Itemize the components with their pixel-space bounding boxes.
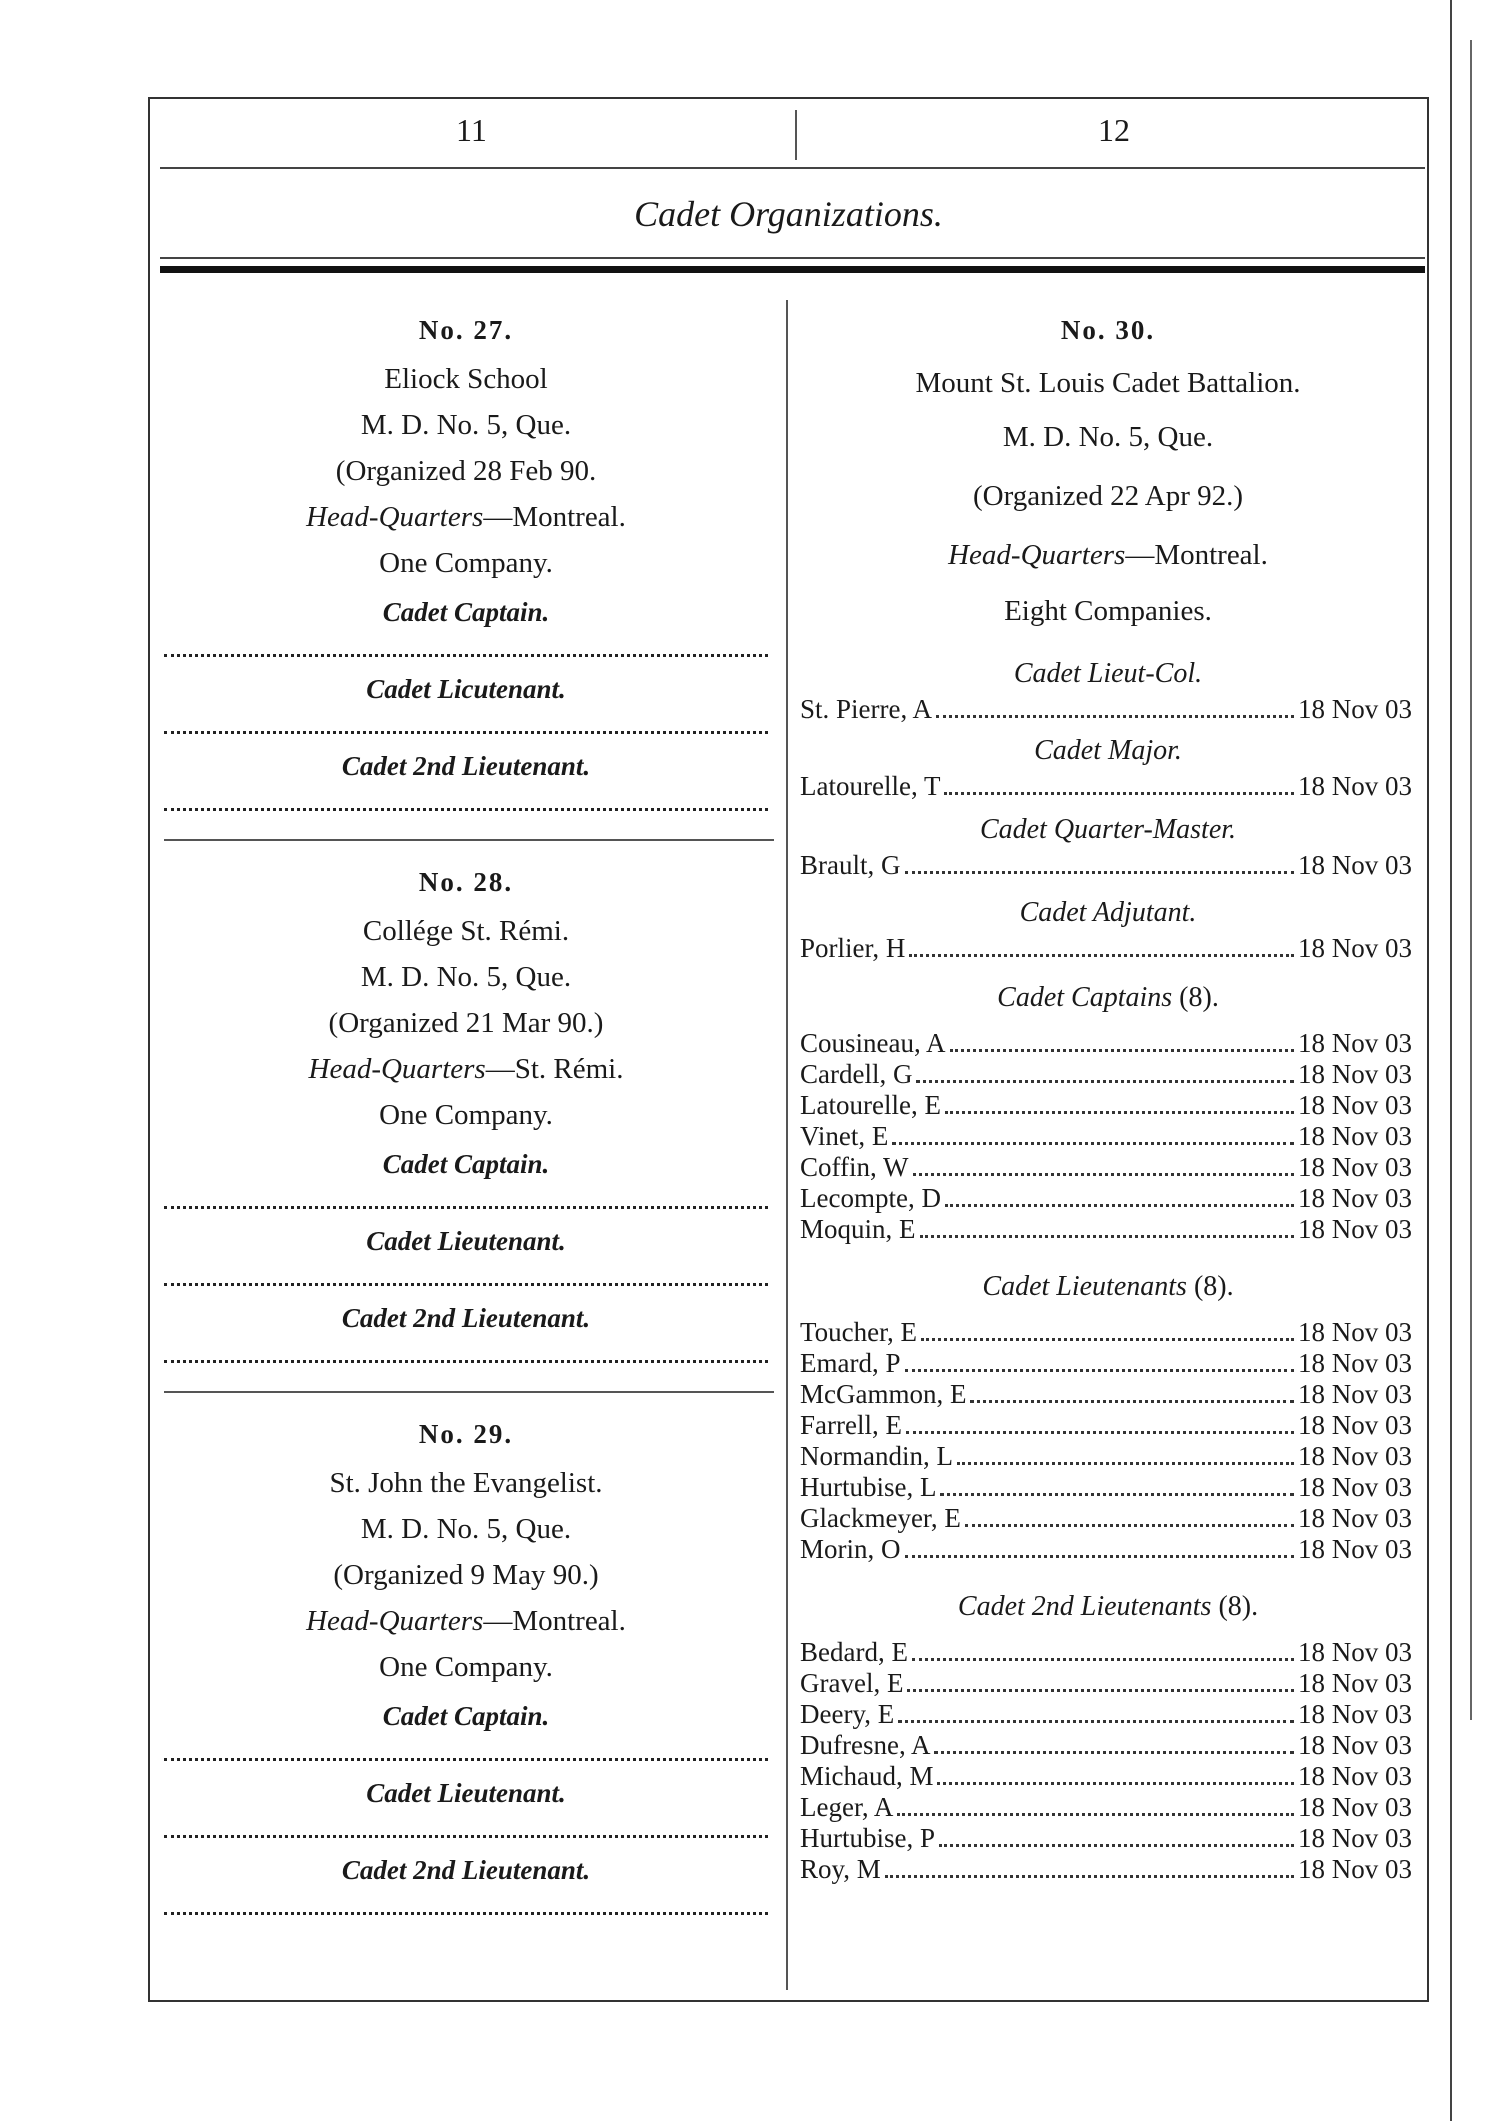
vacant-line xyxy=(164,790,768,811)
commission-date: 18 Nov 03 xyxy=(1298,850,1412,880)
officer-entry xyxy=(800,1028,1416,1059)
officer-entry xyxy=(800,1410,1416,1441)
commission-date: 18 Nov 03 xyxy=(1298,1441,1412,1471)
section-title: Cadet Organizations. xyxy=(634,194,943,234)
dot-leader xyxy=(957,1462,1294,1465)
captains-list xyxy=(800,1028,1416,1245)
lieutenants-list xyxy=(800,1317,1416,1565)
officer-name: Deery, E xyxy=(800,1699,895,1729)
dot-leader xyxy=(912,1658,1294,1661)
officer-name: Porlier, H xyxy=(800,933,906,963)
title-rule-thin xyxy=(160,257,1425,259)
dot-leader xyxy=(905,871,1295,874)
commission-date: 18 Nov 03 xyxy=(1298,1534,1412,1564)
commission-date: 18 Nov 03 xyxy=(1298,1668,1412,1698)
officer-entry xyxy=(800,1183,1416,1214)
title-rule-thick xyxy=(160,266,1425,273)
officer-entry xyxy=(800,1059,1416,1090)
rank-label: Cadet Captains xyxy=(997,982,1173,1013)
vacant-line xyxy=(164,713,768,734)
vacant-line xyxy=(164,1265,768,1286)
right-page-number: 12 xyxy=(1098,112,1130,148)
dot-leader xyxy=(905,1369,1295,1372)
unit-27 xyxy=(160,315,772,811)
rank-heading: Cadet 2nd Lieutenant. xyxy=(341,1303,591,1333)
officer-name: Latourelle, E xyxy=(800,1090,941,1120)
dot-leader xyxy=(970,1400,1294,1403)
unit-29 xyxy=(160,1419,772,1915)
officer-entry xyxy=(800,1121,1416,1152)
dot-leader xyxy=(892,1142,1294,1145)
hq-label: Head-Quarters xyxy=(948,539,1126,571)
rank-heading-second-lieutenants xyxy=(800,1587,1416,1627)
commission-date: 18 Nov 03 xyxy=(1298,1410,1412,1440)
vacant-line xyxy=(164,1342,768,1363)
unit-companies: One Company. xyxy=(379,1099,553,1131)
rank-count: (8). xyxy=(1218,1591,1259,1622)
hq-place: —Montreal. xyxy=(1125,539,1268,571)
unit-name: Eliock School xyxy=(384,363,548,395)
commission-date: 18 Nov 03 xyxy=(1298,694,1412,724)
rank-count: (8). xyxy=(1179,982,1219,1013)
commission-date: 18 Nov 03 xyxy=(1298,1183,1412,1213)
rank-heading: Cadet Adjutant. xyxy=(1019,897,1197,928)
commission-date: 18 Nov 03 xyxy=(1298,1121,1412,1151)
officer-entry xyxy=(800,1792,1416,1823)
dot-leader xyxy=(921,1338,1294,1341)
vacant-line xyxy=(164,1740,768,1761)
officer-entry xyxy=(800,933,1416,964)
officer-entry xyxy=(800,850,1416,881)
unit-organized: (Organized 9 May 90.) xyxy=(333,1559,599,1591)
officer-entry xyxy=(800,1699,1416,1730)
officer-name: Dufresne, A xyxy=(800,1730,931,1760)
officer-name: Vinet, E xyxy=(800,1121,889,1151)
commission-date: 18 Nov 03 xyxy=(1298,1699,1412,1729)
adjacent-page-edge-inner xyxy=(1470,40,1472,1720)
officer-entry xyxy=(800,771,1416,802)
rank-heading: Cadet 2nd Lieutenant. xyxy=(341,1855,591,1885)
commission-date: 18 Nov 03 xyxy=(1298,1348,1412,1378)
dot-leader xyxy=(950,1049,1295,1052)
officer-entry xyxy=(800,1668,1416,1699)
unit-district: M. D. No. 5, Que. xyxy=(360,409,572,441)
officer-entry xyxy=(800,1761,1416,1792)
unit-district: M. D. No. 5, Que. xyxy=(360,961,572,993)
officer-name: Hurtubise, L xyxy=(800,1472,937,1502)
unit-organized: (Organized 28 Feb 90. xyxy=(335,455,597,487)
dot-leader xyxy=(906,1431,1294,1434)
officer-entry xyxy=(800,1317,1416,1348)
unit-companies: One Company. xyxy=(379,547,553,579)
rank-heading: Cadet Lieut-Col. xyxy=(1013,658,1203,689)
unit-name: St. John the Evangelist. xyxy=(329,1467,603,1499)
officer-entry xyxy=(800,1503,1416,1534)
officer-entry xyxy=(800,1090,1416,1121)
commission-date: 18 Nov 03 xyxy=(1298,771,1412,801)
dot-leader xyxy=(936,715,1294,718)
officer-entry xyxy=(800,1152,1416,1183)
unit-companies: One Company. xyxy=(379,1651,553,1683)
dot-leader xyxy=(913,1173,1294,1176)
officer-name: Cousineau, A xyxy=(800,1028,946,1058)
rank-label: Cadet 2nd Lieutenants xyxy=(957,1591,1212,1622)
dot-leader xyxy=(940,1493,1294,1496)
dot-leader xyxy=(905,1555,1295,1558)
left-page-number: 11 xyxy=(456,112,487,148)
officer-name: Brault, G xyxy=(800,850,901,880)
officer-entry xyxy=(800,1441,1416,1472)
officer-entry xyxy=(800,1730,1416,1761)
dot-leader xyxy=(945,1111,1294,1114)
commission-date: 18 Nov 03 xyxy=(1298,1028,1412,1058)
unit-28 xyxy=(160,867,772,1363)
officer-entry xyxy=(800,1854,1416,1885)
unit-30 xyxy=(800,315,1416,1885)
commission-date: 18 Nov 03 xyxy=(1298,1152,1412,1182)
unit-headquarters xyxy=(160,1046,772,1092)
officer-entry xyxy=(800,1214,1416,1245)
vacant-line xyxy=(164,1188,768,1209)
officer-name: Lecompte, D xyxy=(800,1183,941,1213)
officer-name: Hurtubise, P xyxy=(800,1823,935,1853)
hq-place: —Montreal. xyxy=(483,1605,626,1637)
vacant-line xyxy=(164,1894,768,1915)
commission-date: 18 Nov 03 xyxy=(1298,1317,1412,1347)
officer-entry xyxy=(800,1534,1416,1565)
unit-number: No. 29. xyxy=(418,1419,514,1449)
header-rule xyxy=(160,167,1425,169)
dot-leader xyxy=(965,1524,1294,1527)
dot-leader xyxy=(907,1689,1294,1692)
commission-date: 18 Nov 03 xyxy=(1298,1472,1412,1502)
unit-headquarters xyxy=(160,494,772,540)
officer-name: Cardell, G xyxy=(800,1059,913,1089)
unit-separator xyxy=(164,839,774,841)
officer-name: Emard, P xyxy=(800,1348,901,1378)
officer-entry xyxy=(800,694,1416,725)
officer-name: Coffin, W xyxy=(800,1152,909,1182)
hq-label: Head-Quarters xyxy=(308,1053,486,1085)
rank-heading-captains xyxy=(800,978,1416,1018)
rank-heading: Cadet Major. xyxy=(1034,735,1182,766)
vacant-line xyxy=(164,636,768,657)
unit-number: No. 28. xyxy=(418,867,514,897)
dot-leader xyxy=(916,1080,1294,1083)
dot-leader xyxy=(898,1720,1294,1723)
officer-name: Michaud, M xyxy=(800,1761,934,1791)
unit-district: M. D. No. 5, Que. xyxy=(1002,421,1214,453)
hq-label: Head-Quarters xyxy=(306,501,484,533)
dot-leader xyxy=(909,954,1294,957)
commission-date: 18 Nov 03 xyxy=(1298,1761,1412,1791)
commission-date: 18 Nov 03 xyxy=(1298,1854,1412,1884)
adjacent-page-edge xyxy=(1450,0,1452,2121)
dot-leader xyxy=(897,1813,1294,1816)
rank-heading: Cadet Licutenant. xyxy=(366,674,566,704)
officer-name: Gravel, E xyxy=(800,1668,904,1698)
officer-entry xyxy=(800,1472,1416,1503)
header-divider xyxy=(795,110,797,160)
dot-leader xyxy=(920,1235,1294,1238)
officer-name: Latourelle, T xyxy=(800,771,941,801)
officer-name: Farrell, E xyxy=(800,1410,902,1440)
vacant-line xyxy=(164,1817,768,1838)
officer-name: Normandin, L xyxy=(800,1441,953,1471)
officer-name: McGammon, E xyxy=(800,1379,967,1409)
rank-label: Cadet Lieutenants xyxy=(982,1271,1187,1302)
unit-companies: Eight Companies. xyxy=(1004,595,1212,627)
officer-name: Moquin, E xyxy=(800,1214,916,1244)
unit-headquarters xyxy=(160,1598,772,1644)
officer-name: Glackmeyer, E xyxy=(800,1503,961,1533)
rank-heading: Cadet Captain. xyxy=(382,1701,550,1731)
commission-date: 18 Nov 03 xyxy=(1298,1637,1412,1667)
unit-district: M. D. No. 5, Que. xyxy=(360,1513,572,1545)
hq-label: Head-Quarters xyxy=(306,1605,484,1637)
dot-leader xyxy=(939,1844,1294,1847)
officer-entry xyxy=(800,1348,1416,1379)
unit-number: No. 27. xyxy=(418,315,514,345)
hq-place: —St. Rémi. xyxy=(485,1053,624,1085)
rank-heading-lieutenants xyxy=(800,1267,1416,1307)
officer-name: Toucher, E xyxy=(800,1317,917,1347)
second-lieutenants-list xyxy=(800,1637,1416,1885)
unit-name: Mount St. Louis Cadet Battalion. xyxy=(915,367,1301,399)
rank-heading: Cadet Quarter-Master. xyxy=(979,814,1237,845)
rank-count: (8). xyxy=(1193,1271,1234,1302)
left-column xyxy=(160,300,772,1927)
column-divider xyxy=(786,300,788,1990)
rank-heading: Cadet Lieutenant. xyxy=(366,1778,566,1808)
unit-headquarters xyxy=(800,528,1416,582)
unit-organized: (Organized 22 Apr 92.) xyxy=(972,480,1244,512)
officer-entry xyxy=(800,1637,1416,1668)
officer-name: Leger, A xyxy=(800,1792,894,1822)
officer-name: Bedard, E xyxy=(800,1637,908,1667)
commission-date: 18 Nov 03 xyxy=(1298,933,1412,963)
unit-number: No. 30. xyxy=(1060,315,1156,345)
right-column xyxy=(800,300,1416,1885)
unit-name: Collége St. Rémi. xyxy=(362,915,570,947)
dot-leader xyxy=(885,1875,1294,1878)
dot-leader xyxy=(945,1204,1294,1207)
rank-heading: Cadet Captain. xyxy=(382,1149,550,1179)
officer-entry xyxy=(800,1823,1416,1854)
commission-date: 18 Nov 03 xyxy=(1298,1503,1412,1533)
commission-date: 18 Nov 03 xyxy=(1298,1792,1412,1822)
dot-leader xyxy=(937,1782,1294,1785)
unit-separator xyxy=(164,1391,774,1393)
commission-date: 18 Nov 03 xyxy=(1298,1379,1412,1409)
dot-leader xyxy=(934,1751,1294,1754)
commission-date: 18 Nov 03 xyxy=(1298,1059,1412,1089)
commission-date: 18 Nov 03 xyxy=(1298,1823,1412,1853)
commission-date: 18 Nov 03 xyxy=(1298,1730,1412,1760)
officer-name: Roy, M xyxy=(800,1854,881,1884)
officer-entry xyxy=(800,1379,1416,1410)
rank-heading: Cadet Captain. xyxy=(382,597,550,627)
unit-organized: (Organized 21 Mar 90.) xyxy=(328,1007,604,1039)
officer-name: Morin, O xyxy=(800,1534,901,1564)
hq-place: —Montreal. xyxy=(483,501,626,533)
commission-date: 18 Nov 03 xyxy=(1298,1090,1412,1120)
rank-heading: Cadet Lieutenant. xyxy=(366,1226,566,1256)
rank-heading: Cadet 2nd Lieutenant. xyxy=(341,751,591,781)
dot-leader xyxy=(944,792,1294,795)
commission-date: 18 Nov 03 xyxy=(1298,1214,1412,1244)
officer-name: St. Pierre, A xyxy=(800,694,932,724)
